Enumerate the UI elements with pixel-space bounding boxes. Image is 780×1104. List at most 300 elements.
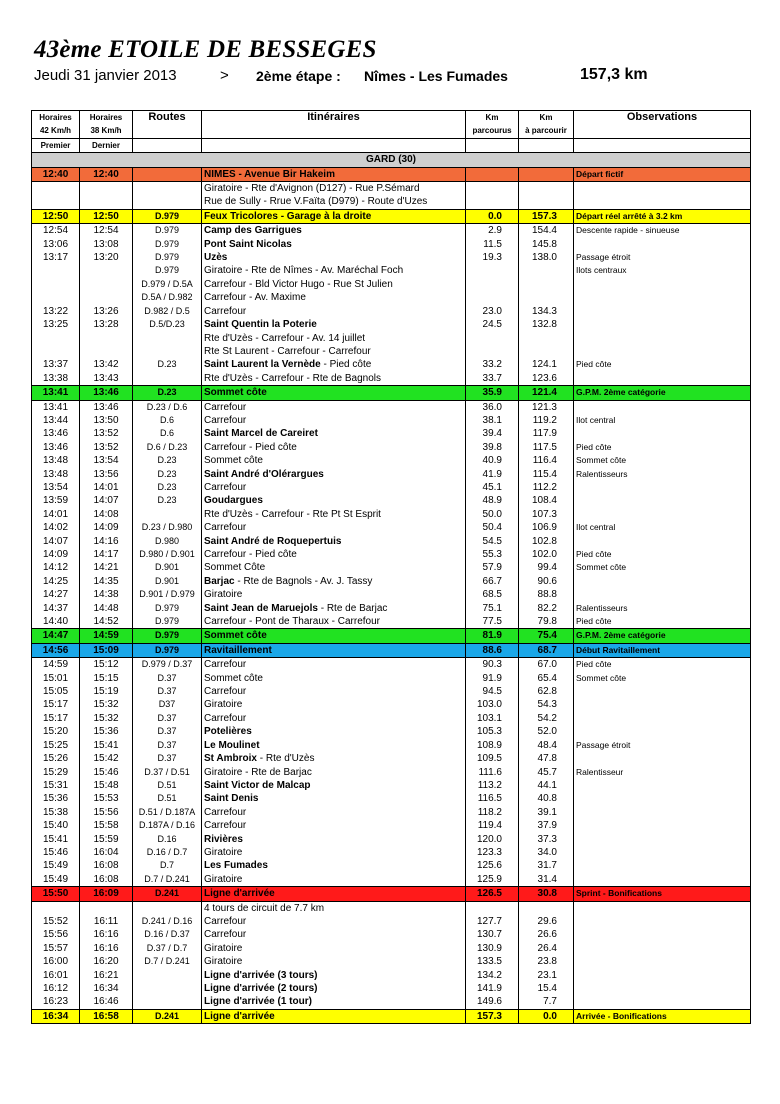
km-covered: 103.0 (466, 698, 519, 711)
road-number: D.37 / D.7 (133, 942, 202, 955)
time-last: 13:46 (80, 386, 133, 400)
itinerary-place: Rivières (204, 833, 243, 845)
road-number: D.23 / D.980 (133, 521, 202, 534)
itinerary-place: Saint André de Roquepertuis (204, 535, 342, 547)
observation (574, 305, 751, 318)
time-first: 16:00 (32, 955, 80, 968)
km-remaining: 26.4 (519, 942, 574, 955)
road-number: D.37 (133, 739, 202, 752)
time-first: 14:09 (32, 548, 80, 561)
time-first (32, 195, 80, 209)
km-covered: 111.6 (466, 766, 519, 779)
km-remaining: 23.1 (519, 969, 574, 982)
km-covered: 68.5 (466, 588, 519, 601)
time-first (32, 278, 80, 291)
stage-subtitle (34, 67, 754, 87)
time-first: 14:56 (32, 643, 80, 657)
itinerary-place: Saint Denis (204, 793, 259, 805)
km-remaining (519, 264, 574, 277)
road-number: D.979 (133, 602, 202, 615)
time-first: 15:17 (32, 712, 80, 725)
km-remaining: 48.4 (519, 739, 574, 752)
time-first: 13:41 (32, 386, 80, 400)
itinerary-detail: Carrefour - Pied côte (204, 549, 297, 560)
time-last: 14:07 (80, 494, 133, 507)
itinerary-detail: - Rte d'Uzès (256, 753, 315, 765)
km-covered: 19.3 (466, 251, 519, 264)
km-covered: 105.3 (466, 725, 519, 738)
itinerary-place: St Ambroix (204, 753, 257, 765)
itinerary (202, 766, 466, 779)
time-last (80, 901, 133, 915)
itinerary (202, 629, 466, 643)
observation: G.P.M. 2ème catégorie (574, 386, 751, 400)
table-row (32, 602, 751, 615)
itinerary-place: Saint Quentin la Poterie (204, 319, 317, 331)
km-covered: 119.4 (466, 819, 519, 832)
table-row (32, 264, 751, 277)
km-remaining: 154.4 (519, 224, 574, 238)
table-row (32, 182, 751, 196)
time-first: 13:54 (32, 481, 80, 494)
stage-distance: 157,3 km (580, 66, 648, 83)
time-first: 14:25 (32, 575, 80, 588)
time-first: 13:22 (32, 305, 80, 318)
km-remaining: 106.9 (519, 521, 574, 534)
time-first: 13:46 (32, 441, 80, 454)
itinerary-detail: Giratoire (204, 699, 243, 711)
time-first: 15:29 (32, 766, 80, 779)
itinerary (202, 712, 466, 725)
table-row (32, 251, 751, 264)
km-covered: 81.9 (466, 629, 519, 643)
observation: Pied côte (574, 358, 751, 371)
itinerary-detail: Carrefour - Bld Victor Hugo - Rue St Julien (204, 278, 393, 290)
km-covered: 125.6 (466, 859, 519, 872)
km-remaining: 117.5 (519, 441, 574, 454)
itinerary-detail: - Rte de Bagnols - Av. J. Tassy (234, 575, 373, 587)
road-number: D.979 (133, 643, 202, 657)
itinerary (202, 901, 466, 915)
itinerary-detail: Sommet côte (204, 672, 263, 684)
km-remaining: 123.6 (519, 372, 574, 386)
road-number: D.23 / D.6 (133, 400, 202, 414)
km-remaining: 121.4 (519, 386, 574, 400)
km-covered (466, 264, 519, 277)
itinerary (202, 167, 466, 181)
table-row (32, 508, 751, 521)
table-row (32, 167, 751, 181)
itinerary-place: Saint André d'Olérargues (204, 468, 324, 480)
road-number: D.979 (133, 224, 202, 238)
time-first: 15:40 (32, 819, 80, 832)
itinerary (202, 602, 466, 615)
km-remaining: 157.3 (519, 209, 574, 223)
arrow-glyph: > (220, 67, 229, 84)
km-remaining: 23.8 (519, 955, 574, 968)
road-number: D.7 (133, 859, 202, 872)
time-last: 13:28 (80, 318, 133, 331)
time-first: 15:26 (32, 752, 80, 765)
header-observations: Observations (574, 111, 751, 125)
observation (574, 238, 751, 251)
header-itineraires: Itinéraires (202, 111, 466, 125)
itinerary-detail: Giratoire (204, 589, 243, 601)
itinerary (202, 955, 466, 968)
km-remaining: 15.4 (519, 982, 574, 995)
itinerary-detail: Carrefour - Av. Maxime (204, 292, 306, 304)
observation: Ralentisseurs (574, 468, 751, 481)
time-first: 16:23 (32, 995, 80, 1009)
observation: Passage étroit (574, 739, 751, 752)
observation (574, 685, 751, 698)
time-last: 13:43 (80, 372, 133, 386)
time-last (80, 264, 133, 277)
observation (574, 928, 751, 941)
road-number (133, 969, 202, 982)
itinerary (202, 305, 466, 318)
km-covered: 39.4 (466, 427, 519, 440)
km-covered (466, 182, 519, 196)
time-last: 13:08 (80, 238, 133, 251)
road-number: D.37 (133, 712, 202, 725)
table-row (32, 833, 751, 846)
time-first: 14:02 (32, 521, 80, 534)
table-row (32, 238, 751, 251)
header-row (32, 111, 751, 125)
km-remaining: 54.2 (519, 712, 574, 725)
km-remaining (519, 291, 574, 304)
road-number (133, 167, 202, 181)
time-last: 13:56 (80, 468, 133, 481)
time-last: 16:16 (80, 928, 133, 941)
itinerary (202, 318, 466, 331)
km-covered: 120.0 (466, 833, 519, 846)
table-row (32, 928, 751, 941)
observation (574, 859, 751, 872)
itinerary-place: Ligne d'arrivée (2 tours) (204, 983, 318, 994)
observation (574, 752, 751, 765)
itinerary-detail: Giratoire - Rte de Nîmes - Av. Maréchal Foch (204, 265, 404, 277)
time-first (32, 901, 80, 915)
itinerary (202, 291, 466, 304)
road-number: D.241 / D.16 (133, 915, 202, 928)
header-row (32, 138, 751, 152)
itinerary-detail: Carrefour (204, 820, 247, 832)
km-covered: 118.2 (466, 806, 519, 819)
time-first: 13:25 (32, 318, 80, 331)
observation (574, 915, 751, 928)
time-last: 16:09 (80, 887, 133, 901)
km-covered: 77.5 (466, 615, 519, 629)
time-last: 16:20 (80, 955, 133, 968)
observation (574, 982, 751, 995)
observation (574, 969, 751, 982)
table-row (32, 521, 751, 534)
itinerary (202, 859, 466, 872)
table-row (32, 615, 751, 629)
itinerary (202, 548, 466, 561)
time-first (32, 345, 80, 358)
itinerary-detail: Giratoire (204, 956, 243, 968)
itinerary (202, 806, 466, 819)
itinerary-detail: Carrefour (204, 522, 247, 534)
itinerary (202, 887, 466, 901)
km-covered (466, 291, 519, 304)
time-first: 12:50 (32, 209, 80, 223)
km-remaining: 47.8 (519, 752, 574, 765)
table-row (32, 386, 751, 400)
time-last: 12:40 (80, 167, 133, 181)
time-first: 13:38 (32, 372, 80, 386)
km-covered: 123.3 (466, 846, 519, 859)
header-blank (519, 138, 574, 152)
time-first: 12:40 (32, 167, 80, 181)
time-first: 14:12 (32, 561, 80, 574)
km-remaining: 26.6 (519, 928, 574, 941)
time-first (32, 332, 80, 345)
km-covered: 55.3 (466, 548, 519, 561)
km-covered: 50.4 (466, 521, 519, 534)
km-covered: 127.7 (466, 915, 519, 928)
km-remaining: 31.4 (519, 873, 574, 887)
table-row (32, 332, 751, 345)
time-last: 13:26 (80, 305, 133, 318)
table-row (32, 629, 751, 643)
time-first: 15:38 (32, 806, 80, 819)
time-last: 15:15 (80, 672, 133, 685)
itinerary-detail: - Rte de Barjac (317, 602, 388, 614)
road-number: D.901 (133, 575, 202, 588)
road-number: D.37 (133, 672, 202, 685)
km-covered: 36.0 (466, 400, 519, 414)
table-row (32, 955, 751, 968)
km-remaining: 90.6 (519, 575, 574, 588)
time-last: 14:21 (80, 561, 133, 574)
km-covered: 11.5 (466, 238, 519, 251)
itinerary (202, 873, 466, 887)
observation (574, 400, 751, 414)
header-blank (202, 138, 466, 152)
observation (574, 806, 751, 819)
itinerary-detail: Giratoire (204, 942, 243, 954)
km-covered: 35.9 (466, 386, 519, 400)
itinerary-detail: Carrefour (204, 414, 247, 426)
itinerary (202, 982, 466, 995)
itinerary-detail: Rte d'Uzès - Carrefour - Rte Pt St Esprit (204, 508, 381, 520)
itinerary-place: Saint Marcel de Careiret (204, 428, 318, 440)
itinerary-detail: Carrefour (204, 929, 247, 941)
itinerary-place: Potelières (204, 726, 252, 738)
km-covered: 134.2 (466, 969, 519, 982)
observation (574, 995, 751, 1009)
observation: Sommet côte (574, 454, 751, 467)
km-remaining: 45.7 (519, 766, 574, 779)
observation: Sommet côte (574, 672, 751, 685)
time-first: 15:25 (32, 739, 80, 752)
road-number (133, 372, 202, 386)
observation: Pied côte (574, 658, 751, 672)
time-last: 14:35 (80, 575, 133, 588)
km-covered: 45.1 (466, 481, 519, 494)
km-covered: 24.5 (466, 318, 519, 331)
itinerary-detail: Giratoire - Rte de Barjac (204, 766, 312, 778)
table-row (32, 658, 751, 672)
time-first: 14:07 (32, 535, 80, 548)
road-number (133, 901, 202, 915)
road-number: D.23 (133, 358, 202, 371)
time-last: 13:52 (80, 427, 133, 440)
observation (574, 846, 751, 859)
stage-route: Nîmes - Les Fumades (364, 68, 508, 84)
itinerary (202, 1009, 466, 1023)
time-first: 15:36 (32, 792, 80, 805)
header-km-parcourus-sub: parcourus (466, 124, 519, 138)
itinerary-detail: Sommet côte (204, 455, 263, 467)
road-number: D.241 (133, 1009, 202, 1023)
region-row (32, 153, 751, 167)
time-first: 14:37 (32, 602, 80, 615)
table-row (32, 859, 751, 872)
km-remaining: 117.9 (519, 427, 574, 440)
itinerary (202, 481, 466, 494)
observation: Départ fictif (574, 167, 751, 181)
table-row (32, 643, 751, 657)
itinerary-place: Ligne d'arrivée (204, 888, 275, 900)
time-first (32, 291, 80, 304)
road-number: D.7 / D.241 (133, 955, 202, 968)
time-first: 12:54 (32, 224, 80, 238)
km-covered: 88.6 (466, 643, 519, 657)
table-row (32, 685, 751, 698)
itinerary-detail: Giratoire (204, 846, 243, 858)
time-last: 16:34 (80, 982, 133, 995)
km-remaining: 88.8 (519, 588, 574, 601)
itinerary-detail: Giratoire (204, 873, 243, 885)
time-last: 14:52 (80, 615, 133, 629)
itinerary-detail: Rte d'Uzès - Carrefour - Av. 14 juillet (204, 332, 366, 344)
time-last: 12:54 (80, 224, 133, 238)
time-last: 15:46 (80, 766, 133, 779)
observation (574, 508, 751, 521)
itinerary-detail: Carrefour (204, 401, 247, 413)
observation (574, 955, 751, 968)
itinerary-detail: Carrefour - Pont de Tharaux - Carrefour (204, 616, 381, 628)
itinerary (202, 454, 466, 467)
table-row (32, 712, 751, 725)
itinerary-detail: Rte d'Uzès - Carrefour - Rte de Bagnols (204, 372, 381, 384)
time-last: 15:48 (80, 779, 133, 792)
itinerary-place: Pont Saint Nicolas (204, 238, 292, 250)
header-blank (574, 138, 751, 152)
itinerary-place: Barjac (204, 575, 235, 587)
observation (574, 819, 751, 832)
km-covered: 130.7 (466, 928, 519, 941)
km-covered: 40.9 (466, 454, 519, 467)
km-remaining: 7.7 (519, 995, 574, 1009)
road-number: D.23 (133, 468, 202, 481)
road-number: D.6 (133, 427, 202, 440)
observation: Sprint - Bonifications (574, 887, 751, 901)
km-remaining (519, 195, 574, 209)
km-covered: 33.2 (466, 358, 519, 371)
km-remaining: 132.8 (519, 318, 574, 331)
observation: Pied côte (574, 615, 751, 629)
table-row (32, 766, 751, 779)
itinerary-place: Saint Victor de Malcap (204, 779, 311, 791)
km-remaining (519, 345, 574, 358)
itinerary (202, 345, 466, 358)
itinerary (202, 575, 466, 588)
stage-date: Jeudi 31 janvier 2013 (34, 67, 177, 84)
observation (574, 575, 751, 588)
itinerary (202, 672, 466, 685)
road-number: D.51 (133, 792, 202, 805)
observation (574, 712, 751, 725)
table-row (32, 454, 751, 467)
itinerary (202, 739, 466, 752)
observation (574, 698, 751, 711)
observation (574, 345, 751, 358)
road-number: D.980 (133, 535, 202, 548)
km-remaining: 108.4 (519, 494, 574, 507)
time-first: 13:44 (32, 414, 80, 427)
time-last: 14:17 (80, 548, 133, 561)
km-remaining: 29.6 (519, 915, 574, 928)
km-remaining: 119.2 (519, 414, 574, 427)
time-last: 14:38 (80, 588, 133, 601)
table-row (32, 672, 751, 685)
itinerary (202, 779, 466, 792)
time-last: 12:50 (80, 209, 133, 223)
observation: Pied côte (574, 548, 751, 561)
km-remaining (519, 901, 574, 915)
observation: Arrivée - Bonifications (574, 1009, 751, 1023)
km-covered (466, 167, 519, 181)
road-number: D.979 (133, 209, 202, 223)
km-remaining: 65.4 (519, 672, 574, 685)
time-last: 14:16 (80, 535, 133, 548)
time-first: 14:27 (32, 588, 80, 601)
time-first: 15:41 (32, 833, 80, 846)
km-remaining: 107.3 (519, 508, 574, 521)
km-covered: 41.9 (466, 468, 519, 481)
header-km-a-parcourir-sub: à parcourir (519, 124, 574, 138)
itinerary-place: Sommet côte (204, 630, 267, 642)
km-covered: 141.9 (466, 982, 519, 995)
race-title: 43ème ETOILE DE BESSEGES (34, 36, 377, 63)
km-covered: 149.6 (466, 995, 519, 1009)
km-remaining: 62.8 (519, 685, 574, 698)
km-remaining: 31.7 (519, 859, 574, 872)
header-routes: Routes (133, 111, 202, 125)
km-covered: 133.5 (466, 955, 519, 968)
road-number: D.37 (133, 685, 202, 698)
itinerary (202, 752, 466, 765)
time-first: 14:40 (32, 615, 80, 629)
table-row (32, 441, 751, 454)
km-covered: 108.9 (466, 739, 519, 752)
time-first: 15:05 (32, 685, 80, 698)
table-row (32, 345, 751, 358)
km-remaining (519, 182, 574, 196)
observation (574, 481, 751, 494)
km-covered: 54.5 (466, 535, 519, 548)
time-first: 14:59 (32, 658, 80, 672)
km-remaining: 68.7 (519, 643, 574, 657)
time-first: 13:48 (32, 454, 80, 467)
header-km-a-parcourir: Km (519, 111, 574, 125)
